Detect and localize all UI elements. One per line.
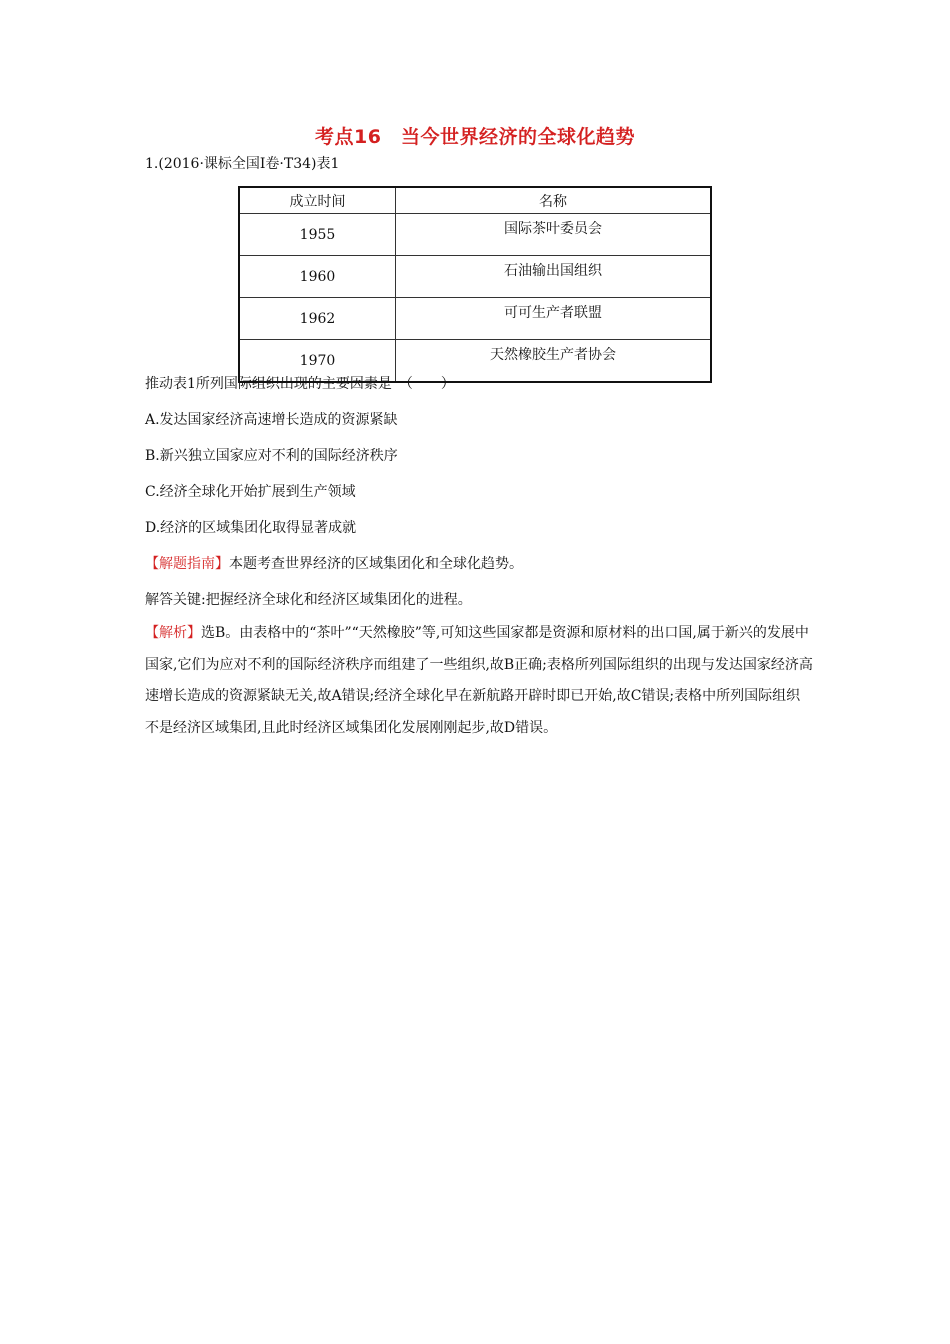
table-row (239, 256, 711, 298)
option-c: C.经济全球化开始扩展到生产领域 (145, 484, 356, 500)
cell-year: 1962 (239, 298, 396, 340)
table-row (239, 214, 711, 256)
analysis-label: 【解析】 (145, 625, 201, 641)
page-title: 考点16 当今世界经济的全球化趋势 (315, 126, 635, 148)
cell-name: 天然橡胶生产者协会 (396, 340, 712, 383)
guide-line (145, 553, 523, 573)
option-a: A.发达国家经济高速增长造成的资源紧缺 (145, 412, 398, 428)
question-stem: 1.(2016·课标全国Ⅰ卷·T34)表1 (145, 156, 340, 172)
guide-label: 【解题指南】 (145, 556, 229, 572)
cell-year: 1955 (239, 214, 396, 256)
cell-year: 1970 (239, 340, 396, 383)
option-b: B.新兴独立国家应对不利的国际经济秩序 (145, 448, 398, 464)
cell-name: 石油输出国组织 (396, 256, 712, 298)
analysis-paragraph (145, 618, 813, 744)
option-d: D.经济的区域集团化取得显著成就 (145, 520, 357, 536)
table-header-row (239, 187, 711, 214)
header-founding-time: 成立时间 (239, 187, 396, 214)
table-row (239, 298, 711, 340)
question-prompt: 推动表1所列国际组织出现的主要因素是 （ ） (145, 376, 455, 392)
organizations-table (238, 186, 712, 383)
cell-name: 可可生产者联盟 (396, 298, 712, 340)
header-name: 名称 (396, 187, 712, 214)
answer-key: 解答关键:把握经济全球化和经济区域集团化的进程。 (145, 592, 472, 608)
guide-text: 本题考查世界经济的区域集团化和全球化趋势。 (229, 556, 523, 572)
cell-name: 国际茶叶委员会 (396, 214, 712, 256)
analysis-text: 选B。由表格中的“茶叶”“天然橡胶”等,可知这些国家都是资源和原材料的出口国,属于新兴的发展中国家,它们为应对不利的国际经济秩序而组建了一些组织,故B正确;表格所列国际组织的出现与发达国家经济高速增长造成的资源紧缺无关,故A错误;经济全球化早在新航路开辟时即已开始,故C错误;表格中所列国际组织不是经济区域集团,且此时经济区域集团化发展刚刚起步,故D错误。 (145, 625, 813, 736)
cell-year: 1960 (239, 256, 396, 298)
